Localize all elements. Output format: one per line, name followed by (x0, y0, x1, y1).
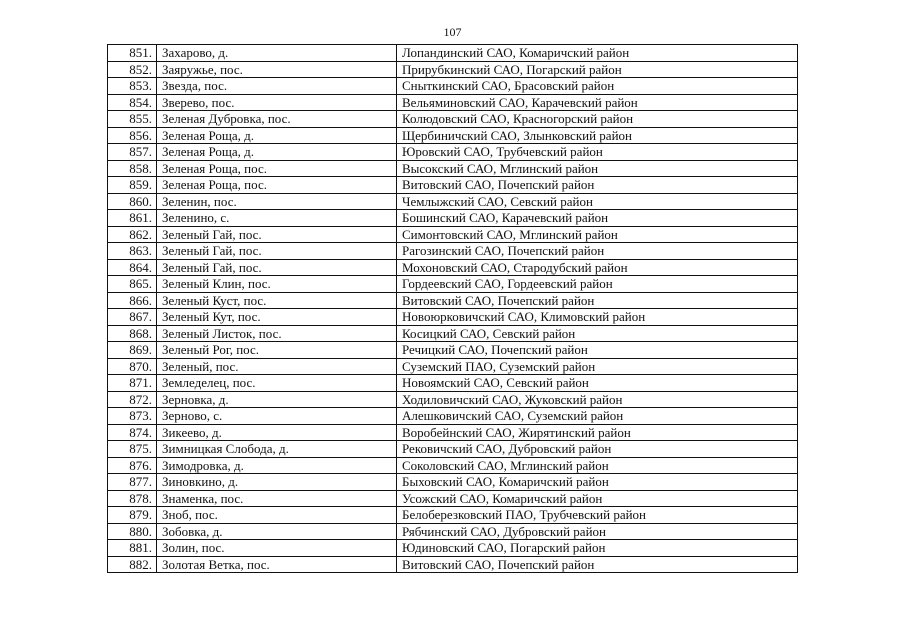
row-number-cell: 851. (108, 45, 157, 62)
settlement-name-cell: Зеленин, пос. (157, 193, 397, 210)
table-row (108, 226, 798, 243)
administration-cell: Симонтовский САО, Мглинский район (397, 226, 798, 243)
table-row (108, 424, 798, 441)
administration-cell: Рековичский САО, Дубровский район (397, 441, 798, 458)
administration-cell: Витовский САО, Почепский район (397, 292, 798, 309)
settlement-name-cell: Зверево, пос. (157, 94, 397, 111)
settlement-name-cell: Захарово, д. (157, 45, 397, 62)
table-row (108, 193, 798, 210)
administration-cell: Быховский САО, Комаричский район (397, 474, 798, 491)
administration-cell: Щербиничский САО, Злынковский район (397, 127, 798, 144)
row-number-cell: 872. (108, 391, 157, 408)
row-number-cell: 866. (108, 292, 157, 309)
table-row (108, 127, 798, 144)
table-row (108, 78, 798, 95)
table-row (108, 243, 798, 260)
administration-cell: Косицкий САО, Севский район (397, 325, 798, 342)
administration-cell: Мохоновский САО, Стародубский район (397, 259, 798, 276)
table-row (108, 259, 798, 276)
row-number-cell: 870. (108, 358, 157, 375)
row-number-cell: 862. (108, 226, 157, 243)
settlement-name-cell: Знаменка, пос. (157, 490, 397, 507)
administration-cell: Сныткинский САО, Брасовский район (397, 78, 798, 95)
row-number-cell: 868. (108, 325, 157, 342)
settlement-name-cell: Зеленая Роща, пос. (157, 177, 397, 194)
row-number-cell: 863. (108, 243, 157, 260)
settlement-name-cell: Зеленая Роща, пос. (157, 160, 397, 177)
administration-cell: Чемлыжский САО, Севский район (397, 193, 798, 210)
row-number-cell: 881. (108, 540, 157, 557)
settlement-name-cell: Зеленый Куст, пос. (157, 292, 397, 309)
table-row (108, 177, 798, 194)
settlement-name-cell: Зикеево, д. (157, 424, 397, 441)
administration-cell: Юдиновский САО, Погарский район (397, 540, 798, 557)
row-number-cell: 852. (108, 61, 157, 78)
settlement-name-cell: Зеленый Кут, пос. (157, 309, 397, 326)
settlement-name-cell: Зеленая Роща, д. (157, 144, 397, 161)
table-row (108, 391, 798, 408)
administration-cell: Ходиловичский САО, Жуковский район (397, 391, 798, 408)
table-row (108, 111, 798, 128)
settlement-name-cell: Зеленый, пос. (157, 358, 397, 375)
row-number-cell: 858. (108, 160, 157, 177)
settlement-name-cell: Зеленая Роща, д. (157, 127, 397, 144)
administration-cell: Витовский САО, Почепский район (397, 177, 798, 194)
settlement-name-cell: Зеленый Рог, пос. (157, 342, 397, 359)
table-row (108, 507, 798, 524)
settlement-name-cell: Зобовка, д. (157, 523, 397, 540)
row-number-cell: 877. (108, 474, 157, 491)
administration-cell: Высокский САО, Мглинский район (397, 160, 798, 177)
administration-cell: Алешковичский САО, Суземский район (397, 408, 798, 425)
administration-cell: Прирубкинский САО, Погарский район (397, 61, 798, 78)
settlement-name-cell: Зеленый Гай, пос. (157, 226, 397, 243)
administration-cell: Соколовский САО, Мглинский район (397, 457, 798, 474)
settlement-name-cell: Зеленая Дубровка, пос. (157, 111, 397, 128)
table-body (108, 45, 798, 573)
administration-cell: Колюдовский САО, Красногорский район (397, 111, 798, 128)
page-number: 107 (443, 25, 462, 39)
settlement-name-cell: Зеленый Гай, пос. (157, 259, 397, 276)
settlement-name-cell: Зеленый Гай, пос. (157, 243, 397, 260)
settlement-name-cell: Зеленый Листок, пос. (157, 325, 397, 342)
administration-cell: Гордеевский САО, Гордеевский район (397, 276, 798, 293)
row-number-cell: 874. (108, 424, 157, 441)
administration-cell: Воробейнский САО, Жирятинский район (397, 424, 798, 441)
table-row (108, 375, 798, 392)
administration-cell: Лопандинский САО, Комаричский район (397, 45, 798, 62)
administration-cell: Речицкий САО, Почепский район (397, 342, 798, 359)
row-number-cell: 873. (108, 408, 157, 425)
settlement-name-cell: Зимодровка, д. (157, 457, 397, 474)
row-number-cell: 853. (108, 78, 157, 95)
table-row (108, 490, 798, 507)
row-number-cell: 864. (108, 259, 157, 276)
administration-cell: Витовский САО, Почепский район (397, 556, 798, 573)
row-number-cell: 875. (108, 441, 157, 458)
row-number-cell: 865. (108, 276, 157, 293)
row-number-cell: 869. (108, 342, 157, 359)
table-row (108, 342, 798, 359)
table-row (108, 276, 798, 293)
row-number-cell: 879. (108, 507, 157, 524)
table-row (108, 45, 798, 62)
settlements-table (107, 44, 798, 573)
row-number-cell: 860. (108, 193, 157, 210)
row-number-cell: 878. (108, 490, 157, 507)
settlement-name-cell: Зимницкая Слобода, д. (157, 441, 397, 458)
settlement-name-cell: Золотая Ветка, пос. (157, 556, 397, 573)
administration-cell: Рябчинский САО, Дубровский район (397, 523, 798, 540)
administration-cell: Рагозинский САО, Почепский район (397, 243, 798, 260)
table-row (108, 556, 798, 573)
row-number-cell: 867. (108, 309, 157, 326)
table-row (108, 160, 798, 177)
settlement-name-cell: Зерновка, д. (157, 391, 397, 408)
table-row (108, 358, 798, 375)
settlement-name-cell: Золин, пос. (157, 540, 397, 557)
row-number-cell: 882. (108, 556, 157, 573)
table-row (108, 441, 798, 458)
settlement-name-cell: Заяружье, пос. (157, 61, 397, 78)
row-number-cell: 876. (108, 457, 157, 474)
settlement-name-cell: Зиновкино, д. (157, 474, 397, 491)
row-number-cell: 856. (108, 127, 157, 144)
table-row (108, 457, 798, 474)
administration-cell: Белоберезковский ПАО, Трубчевский район (397, 507, 798, 524)
administration-cell: Суземский ПАО, Суземский район (397, 358, 798, 375)
settlement-name-cell: Зеленино, с. (157, 210, 397, 227)
settlement-name-cell: Звезда, пос. (157, 78, 397, 95)
row-number-cell: 880. (108, 523, 157, 540)
administration-cell: Усожский САО, Комаричский район (397, 490, 798, 507)
table-row (108, 61, 798, 78)
table-row (108, 144, 798, 161)
settlement-name-cell: Зерново, с. (157, 408, 397, 425)
settlement-name-cell: Зеленый Клин, пос. (157, 276, 397, 293)
administration-cell: Новоямский САО, Севский район (397, 375, 798, 392)
settlement-name-cell: Земледелец, пос. (157, 375, 397, 392)
administration-cell: Новоюрковичский САО, Климовский район (397, 309, 798, 326)
administration-cell: Юровский САО, Трубчевский район (397, 144, 798, 161)
row-number-cell: 859. (108, 177, 157, 194)
table-row (108, 474, 798, 491)
row-number-cell: 857. (108, 144, 157, 161)
administration-cell: Бошинский САО, Карачевский район (397, 210, 798, 227)
row-number-cell: 861. (108, 210, 157, 227)
table-row (108, 523, 798, 540)
table-row (108, 540, 798, 557)
table-row (108, 325, 798, 342)
row-number-cell: 854. (108, 94, 157, 111)
settlement-name-cell: Зноб, пос. (157, 507, 397, 524)
table-row (108, 309, 798, 326)
table-row (108, 210, 798, 227)
administration-cell: Вельяминовский САО, Карачевский район (397, 94, 798, 111)
row-number-cell: 855. (108, 111, 157, 128)
table-row (108, 94, 798, 111)
table-row (108, 408, 798, 425)
row-number-cell: 871. (108, 375, 157, 392)
table-row (108, 292, 798, 309)
